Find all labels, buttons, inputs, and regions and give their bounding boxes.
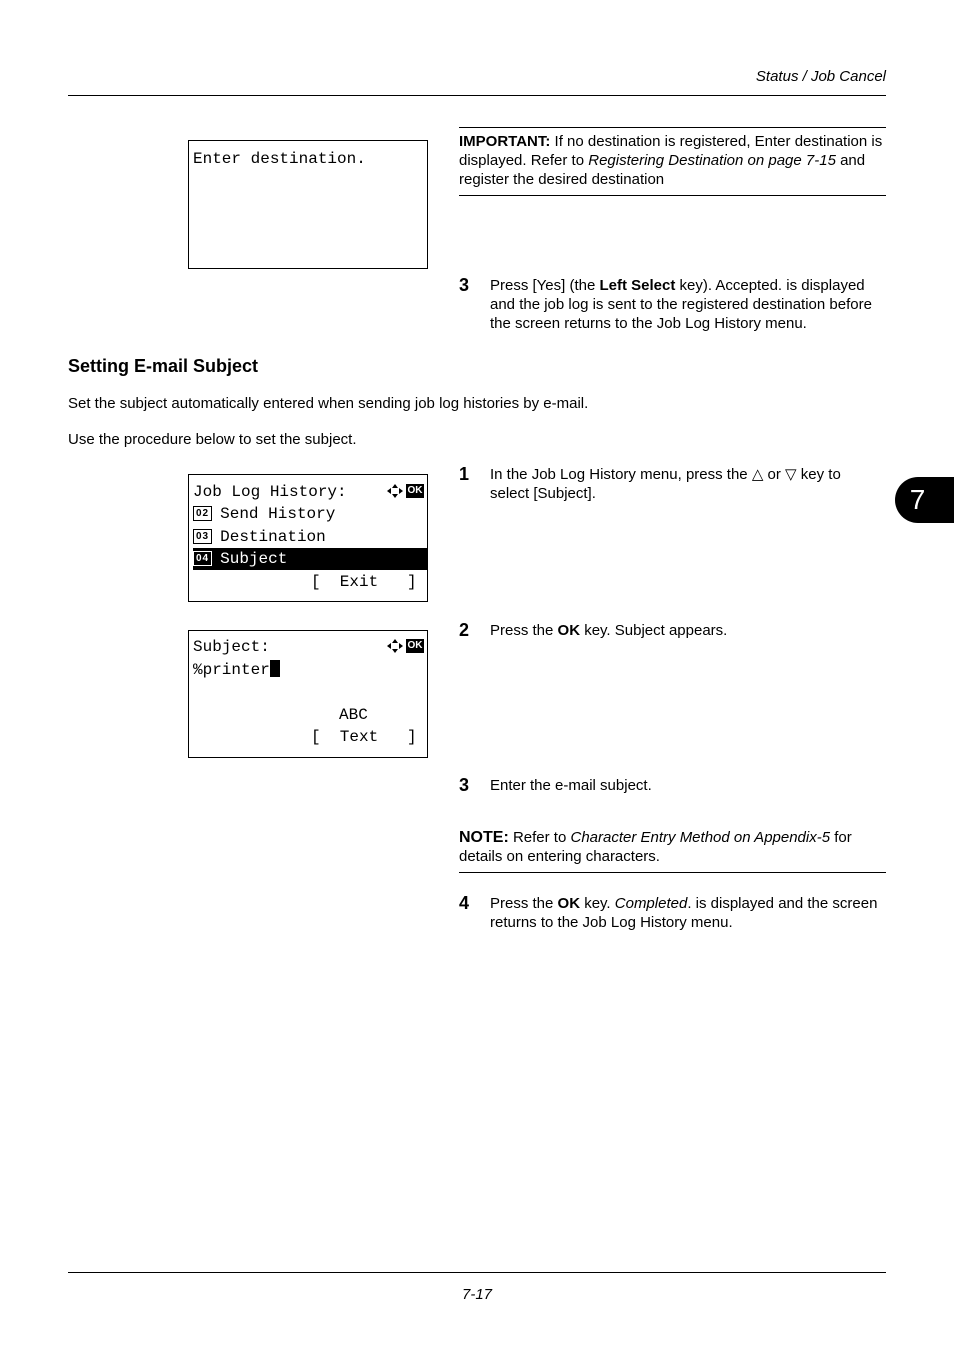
header-section-title: Status / Job Cancel [755,68,886,85]
important-note [459,132,886,189]
key-name: OK [557,895,581,912]
footer-divider [68,1272,886,1273]
menu-item-selected [193,548,427,570]
important-label: IMPORTANT: [459,133,551,150]
chapter-number: 7 [909,484,926,515]
navigation-arrows-icon [386,638,404,654]
note-label: NOTE: [459,829,509,846]
item-label: Send History [220,505,336,523]
important-top-rule [459,127,886,128]
lcd-screen-menu [188,474,428,602]
step-text-part: In the Job Log History menu, press the [490,466,752,483]
lcd-screen-subject [188,630,428,758]
note-bottom-rule [459,872,886,873]
note-reference: Character Entry Method on Appendix-5 [570,829,831,846]
step-number: 3 [459,775,470,795]
softkey-exit: [ Exit ] [311,573,417,591]
step-number: 3 [459,275,470,295]
lcd-menu-title: Job Log History: [193,483,347,501]
step-text-part: Press the [490,622,558,639]
step-text-part: Press the [490,895,558,912]
ok-icon: OK [407,640,423,651]
page-number: 7-17 [461,1286,493,1303]
step-number: 2 [459,620,470,640]
step-text: Enter the e-mail subject. [490,777,652,794]
important-text-2: and register the desired destination [459,152,866,188]
section-intro-1: Set the subject automatically entered when sending job log histories by e-mail. [68,395,589,412]
step-text-part: Press [Yes] (the [490,277,600,294]
step-text-part: key. [580,895,615,912]
key-name: Left Select [599,277,676,294]
menu-item [193,526,425,548]
item-number: 04 [193,551,212,566]
section-intro-2: Use the procedure below to set the subject. [68,431,357,448]
step-text-part: or [763,466,786,483]
key-name: OK [557,622,581,639]
header-divider [68,95,886,96]
important-bottom-rule [459,195,886,196]
section-heading: Setting E-mail Subject [68,356,259,376]
input-mode: ABC [339,706,368,724]
step-text [490,894,890,932]
status-message: Completed [614,895,688,912]
item-number: 03 [193,529,212,544]
important-text-1: If no destination is registered, Enter destination is displayed. Refer to [459,133,883,169]
item-number: 02 [193,506,212,521]
note-text-part: for details on entering characters. [459,829,852,865]
subject-value-line [193,659,425,681]
important-reference: Registering Destination on page 7-15 [588,152,836,169]
up-arrow-icon: △ [751,466,764,483]
note-text-part: Refer to [508,829,571,846]
step-text-part: key. Subject appears. [580,622,728,639]
step-number: 1 [459,464,470,484]
softkey-text: [ Text ] [311,728,417,746]
item-label: Subject [220,550,288,568]
lcd-subject-title: Subject: [193,638,270,656]
step-text [490,465,880,503]
text-cursor [270,660,280,677]
lcd-screen-destination [188,140,428,269]
step-number: 4 [459,893,470,913]
step-text-part: . is displayed and the screen returns to the Job Log History menu. [490,895,878,931]
note [459,828,886,866]
item-label: Destination [220,528,326,546]
menu-item [193,503,425,525]
down-arrow-icon: ▽ [785,466,797,483]
ok-icon: OK [407,485,423,496]
step-text-part: key). Accepted. is displayed and the job log is sent to the registered destination before the screen returns to the Job Log History menu. [490,277,872,332]
step-text [490,621,890,640]
chapter-tab [895,477,954,523]
lcd-destination-text: Enter destination. [193,150,366,168]
subject-value: %printer [193,661,270,679]
navigation-arrows-icon [386,483,404,499]
step-text [490,276,890,333]
step-text-part: key to select [Subject]. [490,466,841,502]
